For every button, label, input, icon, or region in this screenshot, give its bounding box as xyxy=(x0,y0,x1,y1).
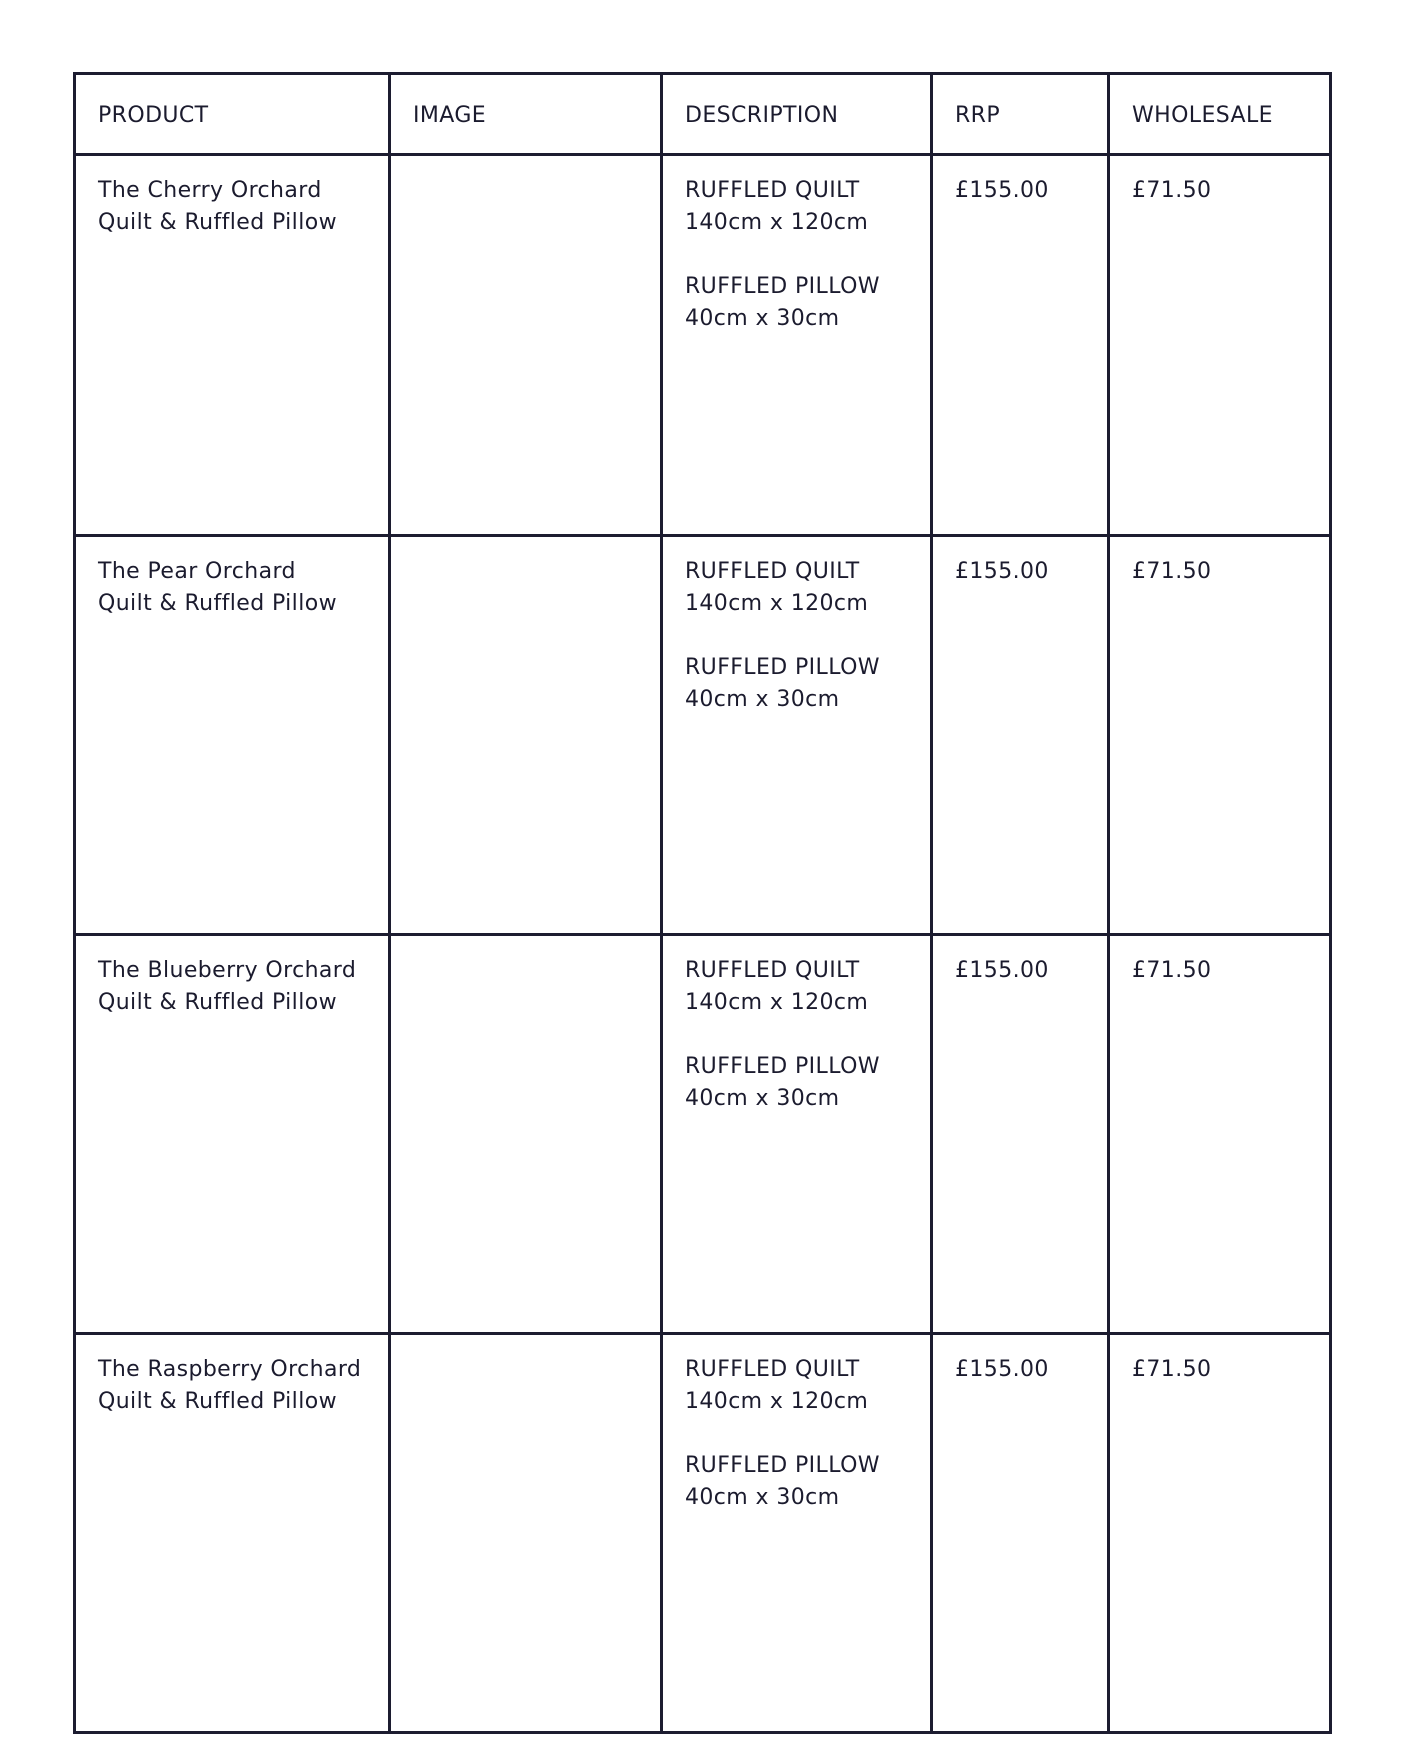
rrp-cell: £155.00 xyxy=(932,1334,1109,1733)
rrp-cell: £155.00 xyxy=(932,155,1109,536)
description-item: RUFFLED PILLOW xyxy=(685,1453,880,1478)
image-cell xyxy=(390,935,662,1334)
description-cell xyxy=(662,1334,932,1733)
description-item: RUFFLED QUILT xyxy=(685,1357,860,1382)
header-product: PRODUCT xyxy=(75,74,390,155)
table-row xyxy=(75,1334,1331,1733)
product-name: The Cherry Orchard xyxy=(98,178,322,203)
description-size: 140cm x 120cm xyxy=(685,1389,869,1414)
description-size: 40cm x 30cm xyxy=(685,1086,840,1111)
image-cell xyxy=(390,536,662,935)
description-item: RUFFLED PILLOW xyxy=(685,1054,880,1079)
product-cell xyxy=(75,1334,390,1733)
description-size: 140cm x 120cm xyxy=(685,990,869,1015)
header-wholesale: WHOLESALE xyxy=(1109,74,1331,155)
wholesale-cell: £71.50 xyxy=(1109,935,1331,1334)
table-row xyxy=(75,935,1331,1334)
description-item: RUFFLED QUILT xyxy=(685,178,860,203)
product-name: The Raspberry Orchard xyxy=(98,1357,362,1382)
product-name: The Pear Orchard xyxy=(98,559,296,584)
description-item: RUFFLED PILLOW xyxy=(685,274,880,299)
description-size: 40cm x 30cm xyxy=(685,687,840,712)
table-row xyxy=(75,536,1331,935)
price-table xyxy=(73,72,1332,1734)
rrp-cell: £155.00 xyxy=(932,536,1109,935)
product-subtitle: Quilt & Ruffled Pillow xyxy=(98,210,337,235)
description-cell xyxy=(662,935,932,1334)
table-row xyxy=(75,155,1331,536)
wholesale-cell: £71.50 xyxy=(1109,1334,1331,1733)
product-subtitle: Quilt & Ruffled Pillow xyxy=(98,990,337,1015)
product-cell xyxy=(75,935,390,1334)
wholesale-cell: £71.50 xyxy=(1109,536,1331,935)
wholesale-cell: £71.50 xyxy=(1109,155,1331,536)
product-cell xyxy=(75,536,390,935)
product-subtitle: Quilt & Ruffled Pillow xyxy=(98,1389,337,1414)
image-cell xyxy=(390,1334,662,1733)
product-name: The Blueberry Orchard xyxy=(98,958,357,983)
description-item: RUFFLED PILLOW xyxy=(685,655,880,680)
description-size: 40cm x 30cm xyxy=(685,306,840,331)
header-image: IMAGE xyxy=(390,74,662,155)
product-subtitle: Quilt & Ruffled Pillow xyxy=(98,591,337,616)
image-cell xyxy=(390,155,662,536)
description-item: RUFFLED QUILT xyxy=(685,559,860,584)
description-item: RUFFLED QUILT xyxy=(685,958,860,983)
description-size: 40cm x 30cm xyxy=(685,1485,840,1510)
rrp-cell: £155.00 xyxy=(932,935,1109,1334)
header-rrp: RRP xyxy=(932,74,1109,155)
description-size: 140cm x 120cm xyxy=(685,591,869,616)
product-cell xyxy=(75,155,390,536)
description-size: 140cm x 120cm xyxy=(685,210,869,235)
price-list-sheet xyxy=(73,72,1329,1734)
table-header-row xyxy=(75,74,1331,155)
description-cell xyxy=(662,155,932,536)
header-description: DESCRIPTION xyxy=(662,74,932,155)
description-cell xyxy=(662,536,932,935)
